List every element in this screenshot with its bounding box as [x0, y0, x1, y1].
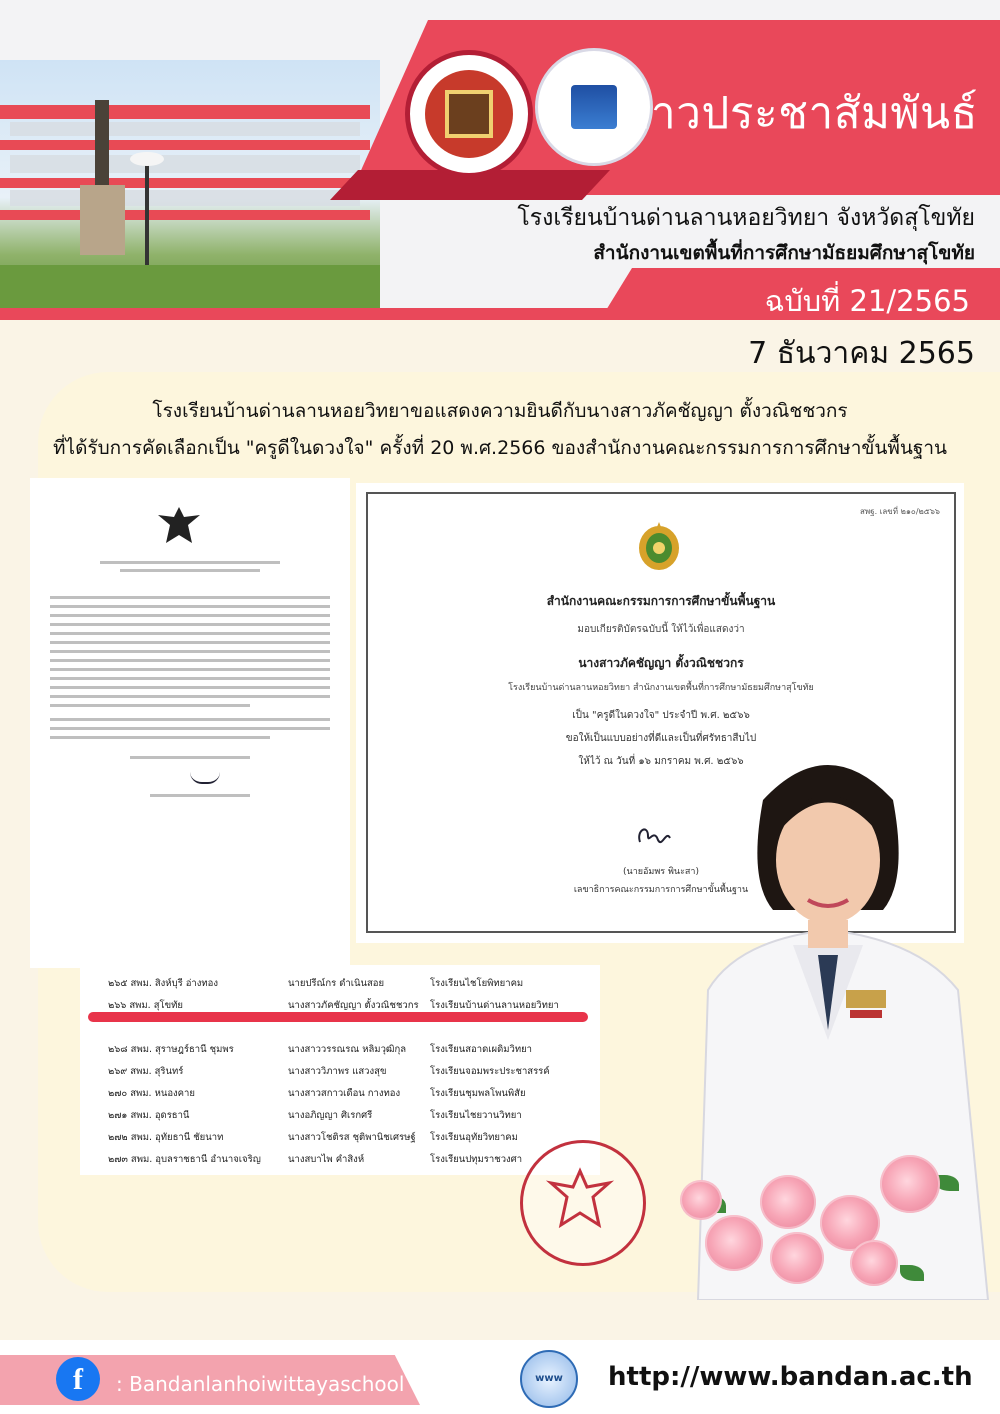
rose-flower	[680, 1180, 722, 1220]
certificate-intro: มอบเกียรติบัตรฉบับนี้ ให้ไว้เพื่อแสดงว่า	[577, 624, 745, 635]
garuda-emblem-icon	[156, 505, 202, 551]
issue-number: ฉบับที่ 21/2565	[764, 284, 970, 318]
list-item: ๒๗๐ สพม. หนองคาย นางสาวสกาวเดือน กางทอง โรงเรียนชุมพลโพนพิสัย	[108, 1088, 526, 1099]
header	[0, 0, 1000, 320]
school-building-photo	[0, 60, 380, 310]
list-item: ๒๖๘ สพม. สุราษฎร์ธานี ชุมพร นางสาววรรณรณ หลิมวุฒิกุล โรงเรียนสอาดเผดิมวิทยา	[108, 1044, 533, 1055]
list-item: ๒๗๒ สพม. อุทัยธานี ชัยนาท นางสาวโชติรส ชุติพานิชเศรษฐ์ โรงเรียนอุทัยวิทยาคม	[108, 1132, 518, 1143]
office-name: สำนักงานเขตพื้นที่การศึกษามัธยมศึกษาสุโขทัย	[593, 242, 975, 264]
list-item: ๒๗๑ สพม. อุดรธานี นางอภิญญา ศิเรกศรี โรงเรียนไชยวานวิทยา	[108, 1110, 522, 1121]
list-item: ๒๗๓ สพม. อุบลราชธานี อำนาจเจริญ นางสบาไพ คำสิงห์ โรงเรียนปทุมราชวงศา	[108, 1154, 523, 1165]
certificate-signer: (นายอัมพร พินะสา)	[623, 867, 699, 877]
certificate-wish: ขอให้เป็นแบบอย่างที่ดีและเป็นที่ศรัทธาสืบไป	[565, 733, 757, 744]
certificate-organization: สำนักงานคณะกรรมการการศึกษาขั้นพื้นฐาน	[546, 594, 776, 608]
issue-date: 7 ธันวาคม 2565	[748, 336, 975, 371]
rose-flower	[770, 1232, 824, 1284]
certificate-recipient: นางสาวภัคชัญญา ตั้งวณิชชวกร	[578, 656, 744, 670]
certificate-award: เป็น "ครูดีในดวงใจ" ประจำปี พ.ศ. ๒๕๖๖	[572, 710, 750, 721]
certificate-number: สพฐ. เลขที่ ๒๑๐/๒๕๖๖	[860, 507, 940, 516]
school-name: โรงเรียนบ้านด่านลานหอยวิทยา จังหวัดสุโขทัย	[517, 205, 975, 231]
list-item-highlighted: ๒๖๖ สพม. สุโขทัย นางสาวภัคชัญญา ตั้งวณิชชวกร โรงเรียนบ้านด่านลานหอยวิทยา	[108, 1000, 559, 1011]
rose-flower	[880, 1155, 940, 1213]
facebook-page-link[interactable]: : Bandanlanhoiwittayaschool	[116, 1372, 405, 1396]
list-item: ๒๖๕ สพม. สิงห์บุรี อ่างทอง นายปรีณ์กร ดำเนินสอย โรงเรียนไชโยพิทยาคม	[108, 978, 524, 989]
certificate-school: โรงเรียนบ้านด่านลานหอยวิทยา สำนักงานเขตพื้นที่การศึกษามัธยมศึกษาสุโขทัย	[508, 683, 814, 693]
rose-flower	[705, 1215, 763, 1271]
garuda-seal-icon	[545, 1165, 615, 1235]
rose-flower	[850, 1240, 898, 1286]
rose-flower	[760, 1175, 816, 1229]
obec-emblem-icon	[636, 518, 682, 572]
facebook-icon[interactable]: f	[56, 1357, 100, 1401]
headline-line-1: โรงเรียนบ้านด่านลานหอยวิทยาขอแสดงความยินดีกับนางสาวภัคชัญญา ตั้งวณิชชวกร	[152, 400, 848, 422]
website-link[interactable]: http://www.bandan.ac.th	[608, 1362, 973, 1392]
certificate-date: ให้ไว้ ณ วันที่ ๑๖ มกราคม พ.ศ. ๒๕๖๖	[578, 756, 744, 767]
globe-icon: www	[520, 1350, 578, 1408]
certificate-signer-position: เลขาธิการคณะกรรมการการศึกษาขั้นพื้นฐาน	[573, 885, 749, 895]
page-title: ข่าวประชาสัมพันธ์	[620, 88, 978, 139]
school-logo	[405, 50, 533, 178]
headline-line-2: ที่ได้รับการคัดเลือกเป็น "ครูดีในดวงใจ" ครั้งที่ 20 พ.ศ.2566 ของสำนักงานคณะกรรมการการศึกษาขั้นพื้นฐาน	[52, 437, 947, 459]
announcement-document	[30, 478, 350, 968]
list-item: ๒๖๙ สพม. สุรินทร์ นางสาววิภาพร แสวงสุข โรงเรียนจอมพระประชาสรรค์	[108, 1066, 550, 1077]
